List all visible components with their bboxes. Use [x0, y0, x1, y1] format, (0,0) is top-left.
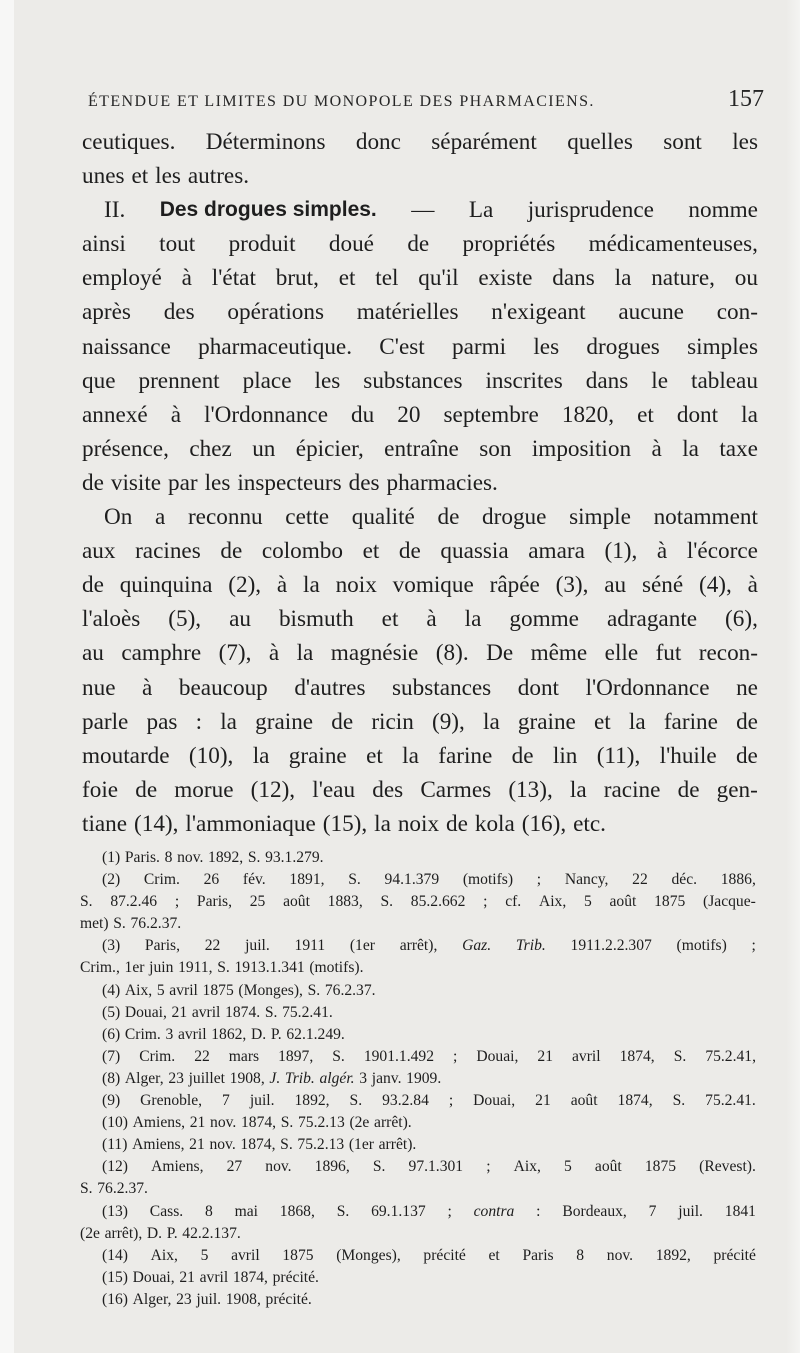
- footnote-line: met) S. 76.2.37.: [80, 915, 182, 933]
- body-line: après des opérations matérielles n'exigeant aucune con-: [82, 299, 758, 326]
- footnote-line: (11) Amiens, 21 nov. 1874, S. 75.2.13 (1er arrêt).: [102, 1136, 417, 1154]
- footnote-line: (6) Crim. 3 avril 1862, D. P. 62.1.249.: [102, 1025, 345, 1043]
- footnote-line: (13) Cass. 8 mai 1868, S. 69.1.137 ; contra : Bordeaux, 7 juil. 1841: [102, 1202, 756, 1220]
- footnote-line: Crim., 1er juin 1911, S. 1913.1.341 (motifs).: [80, 959, 364, 977]
- body-line: unes et les autres.: [82, 163, 250, 190]
- footnote-line: (15) Douai, 21 avril 1874, précité.: [102, 1268, 319, 1286]
- footnote-line: (1) Paris. 8 nov. 1892, S. 93.1.279.: [102, 849, 324, 866]
- running-head: ÉTENDUE ET LIMITES DU MONOPOLE DES PHARMACIENS.: [88, 93, 595, 110]
- footnote-line: (10) Amiens, 21 nov. 1874, S. 75.2.13 (2e arrêt).: [102, 1114, 412, 1132]
- footnote-line: (2) Crim. 26 fév. 1891, S. 94.1.379 (motifs) ; Nancy, 22 déc. 1886,: [102, 871, 756, 889]
- body-line: nue à beaucoup d'autres substances dont l'Ordonnance ne: [82, 674, 758, 701]
- body-line: que prennent place les substances inscrites dans le tableau: [82, 367, 758, 394]
- footnote-line: (16) Alger, 23 juil. 1908, précité.: [102, 1290, 312, 1308]
- footnote-line: (7) Crim. 22 mars 1897, S. 1901.1.492 ; Douai, 21 avril 1874, S. 75.2.41,: [102, 1047, 756, 1065]
- footnote-line: (8) Alger, 23 juillet 1908, J. Trib. algér. 3 janv. 1909.: [102, 1069, 442, 1087]
- scan-left-margin: [0, 0, 14, 1353]
- page-header: [88, 86, 764, 113]
- scan-right-margin: [786, 0, 800, 1353]
- footnote-line: S. 76.2.37.: [80, 1180, 148, 1198]
- body-line: II. Des drogues simples. — La jurisprudence nomme: [104, 197, 758, 224]
- body-line: ceutiques. Déterminons donc séparément quelles sont les: [82, 129, 758, 155]
- body-line: de visite par les inspecteurs des pharmacies.: [82, 469, 498, 496]
- body-line: présence, chez un épicier, entraîne son imposition à la taxe: [82, 435, 758, 462]
- body-line: ainsi tout produit doué de propriétés médicamenteuses,: [82, 231, 758, 258]
- footnote-line: (12) Amiens, 27 nov. 1896, S. 97.1.301 ; Aix, 5 août 1875 (Revest).: [102, 1158, 756, 1176]
- footnotes: [80, 847, 756, 1311]
- page-number: 157: [728, 86, 764, 112]
- footnote-line: (3) Paris, 22 juil. 1911 (1er arrêt), Gaz. Trib. 1911.2.2.307 (motifs) ;: [102, 937, 756, 955]
- body-line: l'aloès (5), au bismuth et à la gomme adragante (6),: [82, 606, 758, 633]
- body-line: de quinquina (2), à la noix vomique râpée (3), au séné (4), à: [82, 572, 758, 599]
- footnote-line: (5) Douai, 21 avril 1874. S. 75.2.41.: [102, 1003, 333, 1021]
- footnote-line: (4) Aix, 5 avril 1875 (Monges), S. 76.2.37.: [102, 981, 376, 999]
- footnote-line: (14) Aix, 5 avril 1875 (Monges), précité et Paris 8 nov. 1892, précité: [102, 1246, 756, 1264]
- body-line: annexé à l'Ordonnance du 20 septembre 1820, et dont la: [82, 401, 758, 428]
- body-line: foie de morue (12), l'eau des Carmes (13), la racine de gen-: [82, 776, 758, 803]
- body-line: au camphre (7), à la magnésie (8). De même elle fut recon-: [82, 640, 758, 667]
- body-line: On a reconnu cette qualité de drogue simple notamment: [104, 504, 758, 531]
- body-line: naissance pharmaceutique. C'est parmi les drogues simples: [82, 333, 758, 360]
- body-text: [82, 125, 758, 841]
- footnote-line: (9) Grenoble, 7 juil. 1892, S. 93.2.84 ; Douai, 21 août 1874, S. 75.2.41.: [102, 1092, 756, 1110]
- body-line: tiane (14), l'ammoniaque (15), la noix de kola (16), etc.: [82, 810, 606, 837]
- footnote-line: S. 87.2.46 ; Paris, 25 août 1883, S. 85.2.662 ; cf. Aix, 5 août 1875 (Jacque-: [80, 893, 756, 911]
- body-line: parle pas : la graine de ricin (9), la graine et la farine de: [82, 708, 758, 735]
- body-line: aux racines de colombo et de quassia amara (1), à l'écorce: [82, 538, 758, 565]
- body-line: moutarde (10), la graine et la farine de lin (11), l'huile de: [82, 742, 758, 769]
- footnote-line: (2e arrêt), D. P. 42.2.137.: [80, 1224, 241, 1242]
- body-line: employé à l'état brut, et tel qu'il existe dans la nature, ou: [82, 265, 758, 292]
